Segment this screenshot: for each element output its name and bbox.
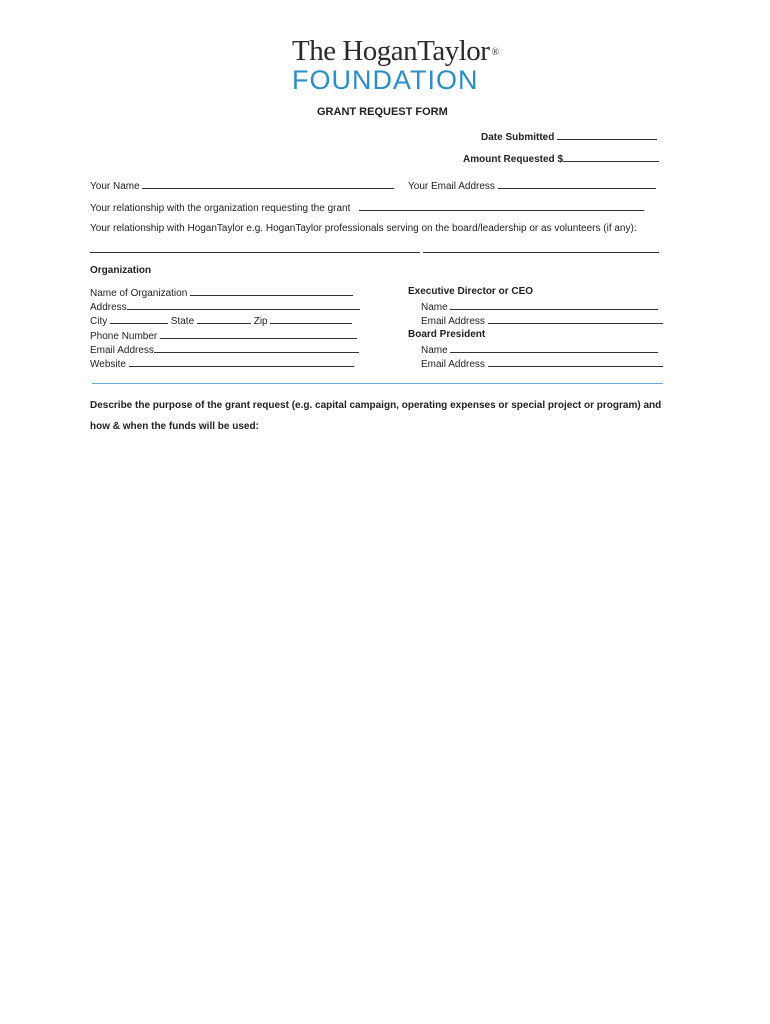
- amount-requested-label: Amount Requested $: [463, 154, 564, 165]
- amount-requested-field[interactable]: [463, 152, 659, 166]
- org-city-state-zip[interactable]: [90, 314, 352, 328]
- your-email-line[interactable]: [498, 179, 656, 189]
- exec-name-line[interactable]: [450, 300, 658, 310]
- org-city-line[interactable]: [110, 314, 168, 324]
- your-name-line[interactable]: [142, 179, 394, 189]
- executive-heading: Executive Director or CEO: [408, 286, 534, 297]
- org-email-field[interactable]: [90, 343, 359, 357]
- org-address-line[interactable]: [127, 300, 360, 310]
- org-phone-label: Phone Number: [90, 331, 158, 342]
- your-email-field[interactable]: [408, 179, 656, 193]
- organization-heading: Organization: [90, 265, 152, 276]
- org-address-field[interactable]: [90, 300, 360, 314]
- org-website-field[interactable]: [90, 357, 354, 371]
- logo-text-hogantaylor: The HoganTaylor: [292, 35, 490, 67]
- org-zip-line[interactable]: [270, 314, 352, 324]
- relationship-ht-line-2[interactable]: [423, 243, 659, 253]
- amount-requested-line[interactable]: [563, 152, 659, 162]
- date-submitted-field[interactable]: [481, 130, 657, 144]
- purpose-prompt-line1: Describe the purpose of the grant request (e.g. capital campaign, operating expenses or special project or program) and: [90, 400, 662, 411]
- org-name-line[interactable]: [190, 286, 353, 296]
- relationship-org-line[interactable]: [359, 201, 644, 211]
- your-email-label: Your Email Address: [408, 181, 495, 192]
- registered-mark: ®: [491, 47, 499, 58]
- board-name-label: Name: [421, 345, 448, 356]
- exec-email-line[interactable]: [488, 314, 663, 324]
- your-name-label: Your Name: [90, 181, 140, 192]
- exec-email-label: Email Address: [421, 316, 485, 327]
- foundation-logo: [292, 35, 499, 95]
- org-email-line[interactable]: [154, 343, 359, 353]
- exec-name-field[interactable]: [421, 300, 658, 314]
- form-title: GRANT REQUEST FORM: [317, 106, 448, 118]
- org-address-label: Address: [90, 302, 127, 313]
- board-name-line[interactable]: [450, 343, 658, 353]
- relationship-org-field[interactable]: [90, 201, 644, 215]
- board-email-field[interactable]: [421, 357, 663, 371]
- purpose-prompt-line2: how & when the funds will be used:: [90, 421, 259, 432]
- org-state-line[interactable]: [197, 314, 251, 324]
- your-name-field[interactable]: [90, 179, 394, 193]
- relationship-ht-field[interactable]: [90, 243, 659, 257]
- org-website-label: Website: [90, 359, 126, 370]
- date-submitted-line[interactable]: [557, 130, 657, 140]
- date-submitted-label: Date Submitted: [481, 132, 555, 143]
- org-zip-label: Zip: [253, 316, 268, 327]
- org-phone-field[interactable]: [90, 329, 357, 343]
- org-phone-line[interactable]: [160, 329, 357, 339]
- org-name-field[interactable]: [90, 286, 353, 300]
- org-state-label: State: [170, 316, 195, 327]
- exec-name-label: Name: [421, 302, 448, 313]
- section-divider: [92, 383, 663, 384]
- org-email-label: Email Address: [90, 345, 154, 356]
- board-name-field[interactable]: [421, 343, 658, 357]
- logo-text-foundation: FOUNDATION: [292, 65, 479, 95]
- org-name-label: Name of Organization: [90, 288, 188, 299]
- board-heading: Board President: [408, 329, 486, 340]
- board-email-label: Email Address: [421, 359, 485, 370]
- board-email-line[interactable]: [488, 357, 663, 367]
- org-website-line[interactable]: [129, 357, 354, 367]
- exec-email-field[interactable]: [421, 314, 663, 328]
- org-city-label: City: [90, 316, 108, 327]
- relationship-ht-label: Your relationship with HoganTaylor e.g. HoganTaylor professionals serving on the board/leadership or as volunteers (if any):: [90, 223, 637, 234]
- relationship-ht-line-1[interactable]: [90, 243, 420, 253]
- relationship-org-label: Your relationship with the organization requesting the grant: [90, 203, 351, 214]
